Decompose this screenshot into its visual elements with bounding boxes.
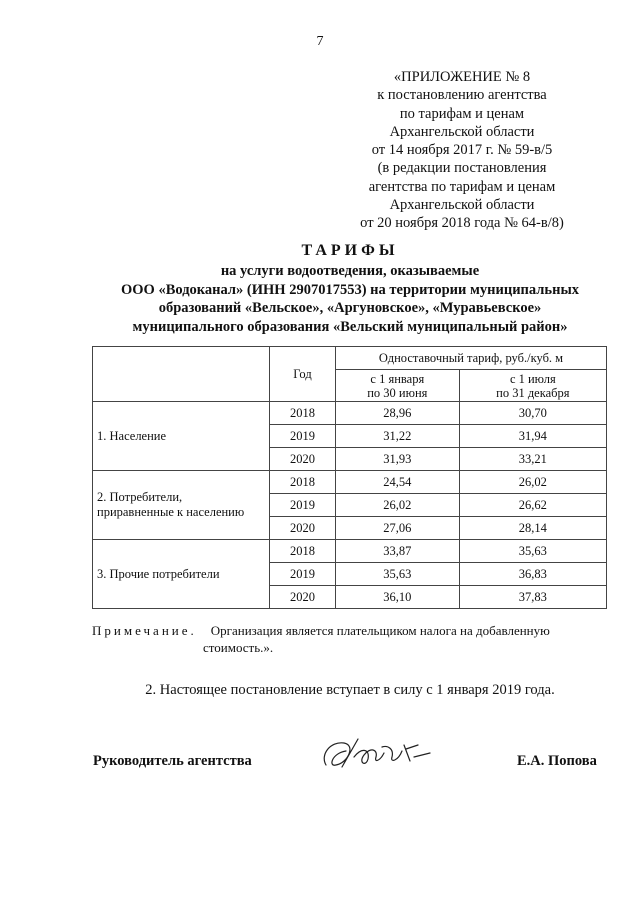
title-line: образований «Вельское», «Аргуновское», «Муравьевское» (158, 300, 542, 316)
header-category (93, 347, 270, 402)
note-text: Организация является плательщиком налога на добавленную (210, 623, 550, 638)
table-row (93, 540, 607, 563)
year-cell: 2020 (270, 586, 336, 609)
year-cell: 2019 (270, 494, 336, 517)
appendix-line: (в редакции постановления (377, 160, 547, 177)
tariff-cell: 31,93 (336, 448, 460, 471)
appendix-line: агентства по тарифам и ценам (368, 178, 556, 195)
page-number: 7 (316, 34, 324, 49)
signatory-name: Е.А. Попова (517, 753, 597, 769)
tariff-cell: 37,83 (459, 586, 606, 609)
tariff-table (92, 346, 607, 609)
tariff-cell: 27,06 (336, 517, 460, 540)
appendix-line: Архангельской области (389, 197, 535, 214)
handwritten-signature (318, 727, 448, 777)
table-row (93, 471, 607, 494)
appendix-line: «ПРИЛОЖЕНИЕ № 8 (393, 69, 531, 85)
tariff-cell: 26,02 (459, 471, 606, 494)
appendix-line: от 20 ноября 2018 года № 64-в/8) (360, 215, 564, 232)
category-cell (93, 540, 270, 609)
year-cell: 2020 (270, 448, 336, 471)
header-year: Год (270, 347, 336, 402)
year-cell: 2019 (270, 425, 336, 448)
year-cell: 2018 (270, 540, 336, 563)
document-title (30, 242, 640, 336)
appendix-line: Архангельской области (389, 123, 535, 140)
year-cell: 2020 (270, 517, 336, 540)
category-label: 3. Прочие потребители (97, 566, 220, 581)
year-cell: 2019 (270, 563, 336, 586)
category-label: приравненные к населению (97, 505, 245, 519)
tariff-cell: 35,63 (336, 563, 460, 586)
tariff-cell: 31,94 (459, 425, 606, 448)
tariff-cell: 33,87 (336, 540, 460, 563)
tariff-cell: 28,96 (336, 402, 460, 425)
period-text: по 31 декабря (496, 385, 570, 400)
header-period-2 (459, 370, 606, 402)
period-text: по 30 июня (367, 385, 428, 400)
tariff-cell: 26,02 (336, 494, 460, 517)
note-label: Примечание. (92, 623, 197, 638)
signatory-position: Руководитель агентства (93, 753, 252, 769)
appendix-line: к постановлению агентства (377, 87, 547, 104)
tariff-cell: 30,70 (459, 402, 606, 425)
appendix-line: от 14 ноября 2017 г. № 59-в/5 (371, 142, 553, 159)
period-text: с 1 июля (509, 371, 556, 386)
note-text-continued: стоимость.». (203, 640, 274, 655)
year-cell: 2018 (270, 471, 336, 494)
note (92, 622, 610, 656)
title-main: ТАРИФЫ (301, 242, 399, 259)
category-label: 1. Население (97, 428, 167, 443)
appendix-header (352, 68, 572, 233)
category-cell (93, 402, 270, 471)
category-label: 2. Потребители, (97, 490, 183, 504)
tariff-cell: 33,21 (459, 448, 606, 471)
table-row (93, 402, 607, 425)
tariff-cell: 35,63 (459, 540, 606, 563)
header-period-1 (336, 370, 460, 402)
tariff-cell: 24,54 (336, 471, 460, 494)
appendix-line: по тарифам и ценам (399, 105, 525, 122)
title-line: на услуги водоотведения, оказываемые (220, 263, 480, 279)
note-line-1 (92, 622, 610, 639)
title-line: муниципального образования «Вельский муниципальный район» (132, 318, 568, 335)
tariff-cell: 28,14 (459, 517, 606, 540)
header-tariff: Одноставочный тариф, руб./куб. м (336, 347, 607, 370)
table-header-row (93, 347, 607, 370)
title-line: ООО «Водоканал» (ИНН 2907017553) на территории муниципальных (120, 281, 580, 298)
year-cell: 2018 (270, 402, 336, 425)
effective-date-clause: 2. Настоящее постановление вступает в силу с 1 января 2019 года. (145, 682, 555, 698)
tariff-cell: 26,62 (459, 494, 606, 517)
tariff-cell: 36,10 (336, 586, 460, 609)
tariff-cell: 36,83 (459, 563, 606, 586)
tariff-cell: 31,22 (336, 425, 460, 448)
period-text: с 1 января (370, 371, 425, 386)
category-cell (93, 471, 270, 540)
